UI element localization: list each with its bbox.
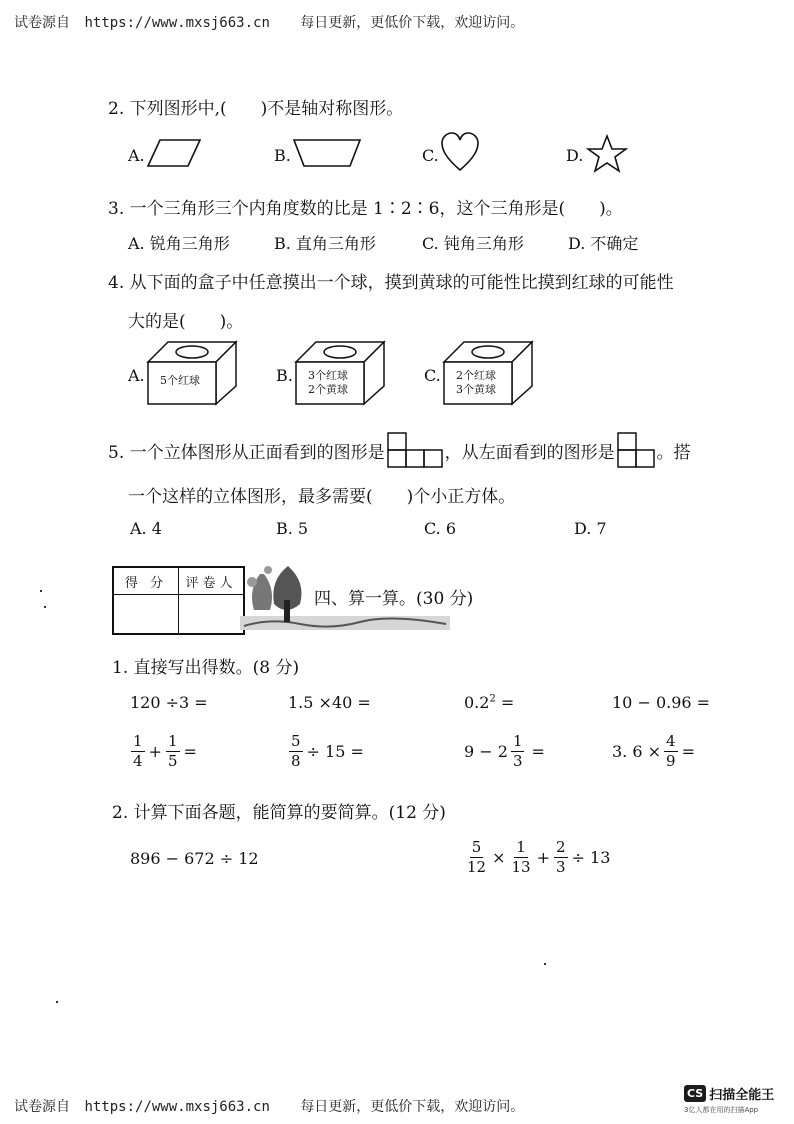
q2-option-a-label[interactable]: A.: [128, 146, 145, 165]
q5-option-c[interactable]: C. 6: [424, 519, 457, 538]
fraction: [166, 734, 180, 769]
numerator: 1: [516, 838, 526, 856]
question-2-options: [126, 134, 646, 174]
left-view-figure: [617, 432, 655, 468]
q3-option-a[interactable]: A. 锐角三角形: [128, 234, 230, 253]
score-cell[interactable]: [113, 595, 179, 635]
fraction: [511, 734, 525, 769]
denominator: 5: [167, 752, 178, 770]
q5-part-3: 。搭: [656, 442, 691, 463]
footer-url[interactable]: https://www.mxsj663.cn: [84, 1099, 270, 1115]
denominator: 13: [511, 858, 531, 876]
calc-1-item-2: 1.5 ×40 =: [288, 693, 371, 712]
q3-option-d[interactable]: D. 不确定: [568, 234, 639, 253]
calc-1-item-1: 120 ÷3 =: [130, 693, 208, 712]
q3-option-b[interactable]: B. 直角三角形: [274, 234, 376, 253]
fraction: [289, 734, 303, 769]
calc-2-title: 2. 计算下面各题，能简算的要简算。(12 分): [112, 803, 446, 823]
expression-tail: ÷ 13: [571, 848, 611, 867]
scan-speck: [544, 963, 546, 965]
equals-sign: =: [183, 742, 197, 761]
q3-option-c[interactable]: C. 钝角三角形: [422, 234, 524, 253]
q5-part-2: ，从左面看到的图形是: [444, 442, 615, 463]
calc-1-item-4: 10 − 0.96 =: [612, 693, 711, 712]
question-4-line-1: 4. 从下面的盒子中任意摸出一个球，摸到黄球的可能性比摸到红球的可能性: [108, 273, 674, 293]
q2-option-d-label[interactable]: D.: [566, 146, 584, 165]
front-view-figure: [387, 432, 443, 468]
denominator: 12: [467, 858, 487, 876]
operator: ×: [492, 848, 506, 867]
fraction: [131, 734, 145, 769]
q4-option-c-label[interactable]: C.: [424, 366, 441, 385]
grader-header: 评卷人: [179, 567, 245, 595]
q4-option-b-label[interactable]: B.: [276, 366, 293, 385]
box-b-line-1: 3个红球: [308, 369, 348, 382]
header-slogan: 每日更新，更低价下载，欢迎访问。: [300, 15, 525, 31]
heart-shape: [440, 132, 480, 172]
box-c-line-2: 3个黄球: [456, 383, 496, 396]
calc-1-item-3-base: 0.2: [464, 693, 490, 712]
q2-option-c-label[interactable]: C.: [422, 146, 439, 165]
box-a-line-1: 5个红球: [160, 374, 200, 387]
calc-2-expression-2: [464, 840, 610, 875]
expression-tail: ÷ 15 =: [306, 742, 364, 761]
question-3-text: 3. 一个三角形三个内角度数的比是 1∶2∶6，这个三角形是( )。: [108, 199, 623, 219]
denominator: 4: [133, 752, 143, 770]
scan-speck: [44, 606, 46, 608]
expression-lead: 3. 6 ×: [612, 742, 662, 761]
q5-option-d[interactable]: D. 7: [574, 519, 607, 538]
header-url[interactable]: https://www.mxsj663.cn: [84, 15, 270, 31]
calc-1-item-3: [464, 693, 514, 712]
question-5-line-2: 一个这样的立体图形，最多需要( )个小正方体。: [128, 487, 516, 507]
q5-option-b[interactable]: B. 5: [276, 519, 309, 538]
question-2-text: 2. 下列图形中,( )不是轴对称图形。: [108, 99, 404, 119]
parallelogram-shape: [146, 138, 202, 168]
question-5-line-1: [108, 432, 691, 468]
denominator: 9: [666, 752, 676, 770]
calc-1-item-8: [612, 734, 695, 769]
equals-sign: =: [531, 742, 545, 761]
expression-lead: 9 − 2: [464, 742, 508, 761]
q4-option-a-label[interactable]: A.: [128, 366, 145, 385]
logo-name: 扫描全能王: [709, 1088, 775, 1103]
box-c-label: [446, 369, 506, 397]
box-c-line-1: 2个红球: [456, 369, 496, 382]
calc-1-item-3-tail: =: [495, 693, 515, 712]
numerator: 1: [133, 732, 143, 750]
footer-source: 试卷源自: [14, 1099, 70, 1115]
denominator: 3: [512, 752, 523, 770]
calc-2-expression-1: 896 − 672 ÷ 12: [130, 849, 259, 868]
logo-tagline: 3亿人都在用的扫描App: [684, 1106, 759, 1114]
box-b-line-2: 2个黄球: [308, 383, 348, 396]
camscanner-logo: [684, 1082, 788, 1115]
section-4-title: 四、算一算。(30 分): [314, 589, 474, 609]
q2-option-b-label[interactable]: B.: [274, 146, 291, 165]
fraction: [664, 734, 678, 769]
footer-slogan: 每日更新，更低价下载，欢迎访问。: [300, 1099, 525, 1115]
numerator: 1: [167, 732, 178, 750]
cs-logo-icon: CS: [684, 1085, 706, 1102]
denominator: 3: [556, 858, 566, 876]
star-shape: [586, 134, 628, 174]
ball-box-a-icon: [144, 340, 240, 406]
box-a-label: [150, 374, 210, 388]
calc-1-title: 1. 直接写出得数。(8 分): [112, 658, 300, 678]
q5-part-1: 5. 一个立体图形从正面看到的图形是: [108, 442, 385, 463]
operator: +: [148, 742, 162, 761]
question-4-line-2: 大的是( )。: [128, 312, 244, 332]
scan-speck: [56, 1001, 58, 1003]
numerator: 2: [556, 838, 566, 856]
header-bar: [14, 12, 524, 32]
denominator: 8: [291, 752, 301, 770]
operator: +: [536, 848, 550, 867]
fraction: [465, 840, 488, 875]
trapezoid-shape: [292, 138, 362, 168]
equals-sign: =: [681, 742, 695, 761]
q5-option-a[interactable]: A. 4: [130, 519, 162, 538]
header-source: 试卷源自: [14, 15, 70, 31]
calc-1-item-3-exponent: 2: [489, 693, 496, 705]
fraction: [554, 840, 568, 875]
footer-bar: [14, 1096, 524, 1116]
numerator: 5: [471, 838, 482, 856]
box-b-label: [298, 369, 358, 397]
score-table: [112, 566, 245, 635]
numerator: 4: [666, 732, 676, 750]
calc-1-item-6: [288, 734, 364, 769]
calc-1-item-7: [464, 734, 545, 769]
grader-cell[interactable]: [179, 595, 245, 635]
fraction: [510, 840, 533, 875]
score-header: 得 分: [113, 567, 179, 595]
scan-speck: [40, 590, 42, 592]
numerator: 1: [512, 732, 523, 750]
calc-1-item-5: [130, 734, 197, 769]
question-4-options: [128, 340, 568, 410]
numerator: 5: [291, 732, 301, 750]
